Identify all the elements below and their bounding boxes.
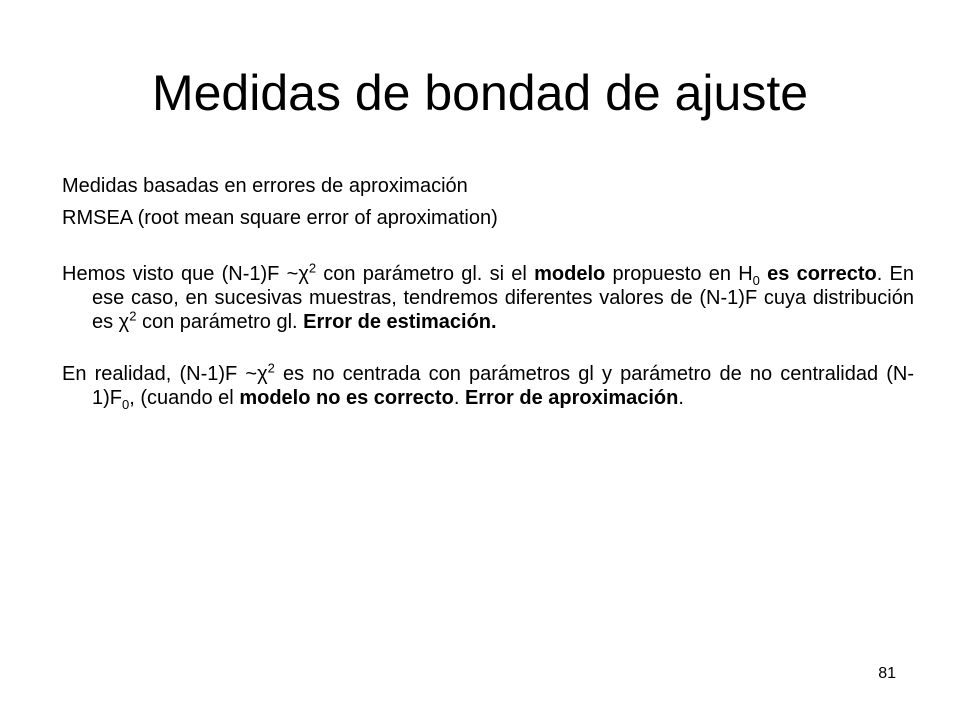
paragraph-error-aproximacion bbox=[62, 362, 914, 410]
text-run: . En ese caso, en sucesivas muestras, tendremos diferentes valores de (N-1)F cuya distribución es χ bbox=[92, 263, 914, 333]
text-run: En realidad, (N-1)F ~χ bbox=[62, 363, 268, 385]
text-run: con parámetro gl. bbox=[136, 311, 304, 333]
paragraph-error-estimacion bbox=[62, 262, 914, 334]
bold-run: es correcto bbox=[767, 263, 877, 285]
bold-run: modelo no es correcto bbox=[239, 387, 454, 409]
text-run: es no centrada con parámetros gl y parámetro de no centralidad (N-1)F bbox=[92, 363, 914, 409]
page-number: 81 bbox=[878, 665, 896, 682]
subscript: 0 bbox=[122, 397, 130, 412]
line-rmsea: RMSEA (root mean square error of aproximation) bbox=[62, 207, 498, 229]
text-run: Hemos visto que (N-1)F ~χ bbox=[62, 263, 309, 285]
text-run: , (cuando el bbox=[129, 387, 240, 409]
slide-title: Medidas de bondad de ajuste bbox=[151, 65, 809, 121]
text-run: . bbox=[678, 387, 684, 409]
superscript: 2 bbox=[308, 260, 317, 276]
superscript: 2 bbox=[129, 308, 137, 324]
line-medidas-basadas: Medidas basadas en errores de aproximación bbox=[62, 175, 468, 197]
bold-run: Error de estimación. bbox=[303, 311, 497, 333]
text-run: propuesto en H bbox=[605, 263, 753, 285]
subscript: 0 bbox=[752, 273, 760, 288]
slide-body bbox=[62, 170, 914, 410]
bold-run: Error de aproximación bbox=[464, 387, 679, 409]
superscript: 2 bbox=[267, 360, 275, 376]
bold-run: modelo bbox=[534, 263, 606, 285]
text-run: con parámetro gl. si el bbox=[316, 263, 535, 285]
text-run: . bbox=[453, 387, 465, 409]
